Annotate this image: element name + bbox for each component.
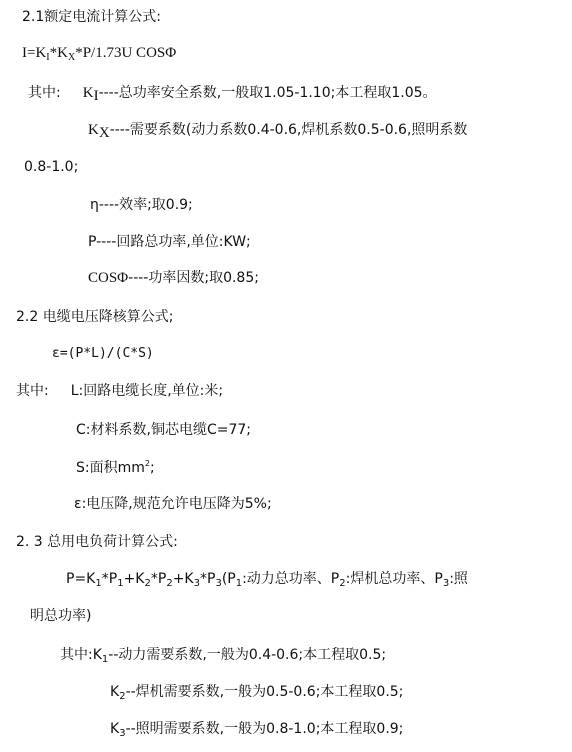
voltage-drop-definition: ε:电压降,规范允许电压降为5%; bbox=[74, 496, 272, 512]
rated-current-formula: $I=K_I*K_X*P/1.73U$ COSΦ bbox=[22, 45, 177, 63]
k3-definition: $K_3--$照明需要系数,一般为0.8-1.0;本工程取0.9; bbox=[110, 721, 404, 739]
voltage-drop-formula: ε=(P*L)/(C*S) bbox=[52, 346, 154, 361]
kx-definition: $K_X----$需要系数(动力系数0.4-0.6,焊机系数0.5-0.6,照明系数 bbox=[88, 122, 468, 141]
kx-definition-continuation: 0.8-1.0; bbox=[24, 159, 79, 175]
section-2-3-heading: 2. 3 总用电负荷计算公式: bbox=[16, 534, 178, 550]
total-load-formula: $P=K_1*P_1+K_2*P_2+K_3*P_3(P_1$:动力总功率、$P_2$:焊机总功率、$P_3$:照 bbox=[66, 571, 468, 589]
power-definition: P----回路总功率,单位:KW; bbox=[88, 234, 251, 250]
ki-definition: 其中: $K_I----$总功率安全系数,一般取1.05-1.10;本工程取1.05。 bbox=[28, 85, 437, 104]
section-2-1-heading: 2.1额定电流计算公式: bbox=[22, 9, 161, 25]
efficiency-definition: η----效率;取0.9; bbox=[90, 197, 193, 213]
power-factor-definition: COSΦ----功率因数;取0.85; bbox=[88, 270, 259, 286]
where-label: 其中: bbox=[60, 647, 93, 663]
area-definition: S:面积$mm^2$; bbox=[76, 459, 155, 476]
length-definition: 其中: L:回路电缆长度,单位:米; bbox=[16, 383, 224, 399]
material-coefficient-definition: C:材料系数,铜芯电缆C=77; bbox=[76, 422, 251, 438]
where-label: 其中: bbox=[16, 383, 49, 399]
k2-definition: $K_2--$焊机需要系数,一般为0.5-0.6;本工程取0.5; bbox=[110, 684, 404, 702]
section-2-2-heading: 2.2 电缆电压降核算公式; bbox=[16, 309, 174, 325]
total-load-formula-continuation: 明总功率) bbox=[30, 608, 92, 624]
where-label: 其中: bbox=[28, 85, 61, 101]
k1-definition: 其中$:K_1--$动力需要系数,一般为0.4-0.6;本工程取0.5; bbox=[60, 647, 387, 665]
